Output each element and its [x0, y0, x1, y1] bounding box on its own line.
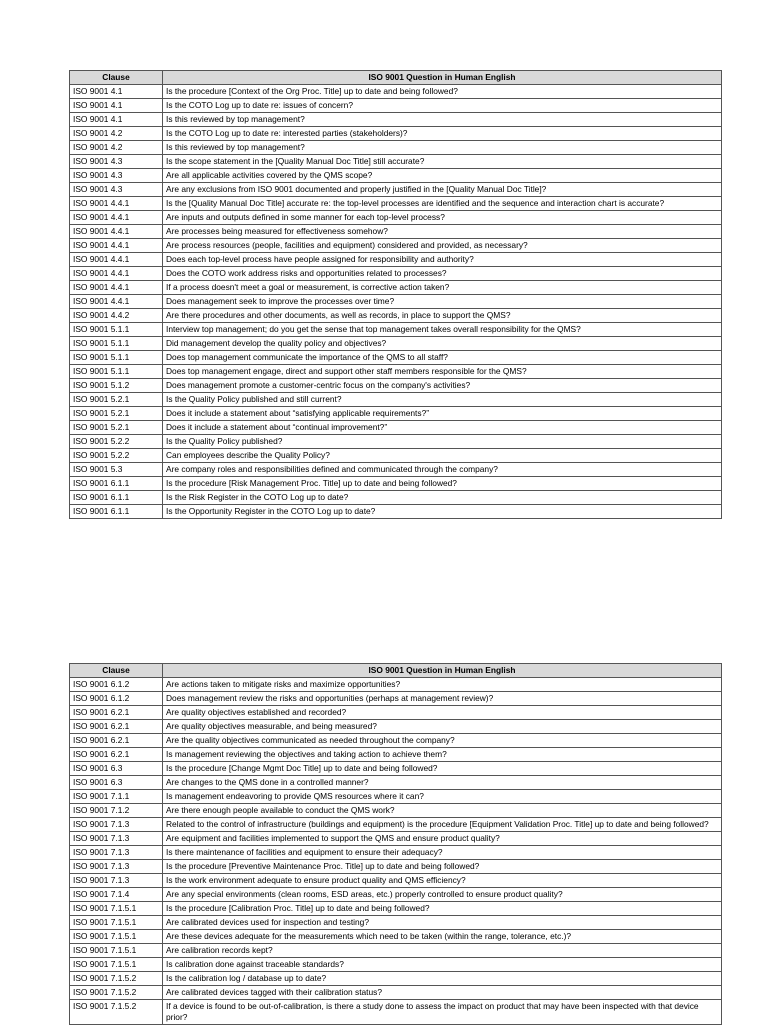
table-row — [70, 846, 722, 860]
clause-cell: ISO 9001 7.1.5.1 — [70, 958, 163, 972]
clause-cell: ISO 9001 4.1 — [70, 85, 163, 99]
clause-cell: ISO 9001 5.2.2 — [70, 449, 163, 463]
question-cell: Does management promote a customer-centric focus on the company's activities? — [163, 379, 722, 393]
table-row — [70, 734, 722, 748]
table-row — [70, 85, 722, 99]
clause-cell: ISO 9001 7.1.3 — [70, 818, 163, 832]
clause-cell: ISO 9001 4.4.1 — [70, 197, 163, 211]
clause-cell: ISO 9001 5.1.1 — [70, 337, 163, 351]
question-cell: Are these devices adequate for the measurements which need to be taken (within the range, tolerance, etc.)? — [163, 930, 722, 944]
clause-cell: ISO 9001 7.1.4 — [70, 888, 163, 902]
table-row — [70, 832, 722, 846]
table-row — [70, 902, 722, 916]
table-row — [70, 267, 722, 281]
table-row — [70, 239, 722, 253]
clause-cell: ISO 9001 4.4.1 — [70, 267, 163, 281]
question-cell: Does it include a statement about “continual improvement?” — [163, 421, 722, 435]
question-cell: Does top management communicate the importance of the QMS to all staff? — [163, 351, 722, 365]
question-cell: Does it include a statement about “satisfying applicable requirements?” — [163, 407, 722, 421]
table-row — [70, 748, 722, 762]
question-cell: Is the procedure [Risk Management Proc. Title] up to date and being followed? — [163, 477, 722, 491]
question-cell: Can employees describe the Quality Policy? — [163, 449, 722, 463]
clause-cell: ISO 9001 7.1.2 — [70, 804, 163, 818]
clause-cell: ISO 9001 4.4.1 — [70, 239, 163, 253]
question-cell: Are quality objectives measurable, and being measured? — [163, 720, 722, 734]
question-cell: Are changes to the QMS done in a controlled manner? — [163, 776, 722, 790]
clause-cell: ISO 9001 4.1 — [70, 113, 163, 127]
clause-cell: ISO 9001 4.2 — [70, 141, 163, 155]
clause-cell: ISO 9001 6.1.2 — [70, 692, 163, 706]
table-row — [70, 678, 722, 692]
question-cell: Related to the control of infrastructure (buildings and equipment) is the procedure [Equipment Validation Proc. Title] up to date and being followed? — [163, 818, 722, 832]
question-cell: Is management endeavoring to provide QMS resources where it can? — [163, 790, 722, 804]
question-column-header: ISO 9001 Question in Human English — [163, 71, 722, 85]
table-row — [70, 972, 722, 986]
clause-cell: ISO 9001 6.2.1 — [70, 734, 163, 748]
clause-cell: ISO 9001 6.1.1 — [70, 477, 163, 491]
question-cell: Is the procedure [Calibration Proc. Title] up to date and being followed? — [163, 902, 722, 916]
question-cell: Is this reviewed by top management? — [163, 141, 722, 155]
clause-cell: ISO 9001 5.1.1 — [70, 365, 163, 379]
table-row — [70, 706, 722, 720]
table-row — [70, 477, 722, 491]
table-row — [70, 127, 722, 141]
table-row — [70, 99, 722, 113]
clause-cell: ISO 9001 4.1 — [70, 99, 163, 113]
question-cell: Is the scope statement in the [Quality Manual Doc Title] still accurate? — [163, 155, 722, 169]
clause-cell: ISO 9001 5.2.1 — [70, 421, 163, 435]
clause-cell: ISO 9001 7.1.5.2 — [70, 972, 163, 986]
table-row — [70, 435, 722, 449]
table-row — [70, 874, 722, 888]
clause-cell: ISO 9001 4.3 — [70, 183, 163, 197]
table-row — [70, 804, 722, 818]
table-header-row — [70, 71, 722, 85]
table-row — [70, 720, 722, 734]
table-row — [70, 421, 722, 435]
question-cell: Is the calibration log / database up to date? — [163, 972, 722, 986]
clause-cell: ISO 9001 5.3 — [70, 463, 163, 477]
question-cell: Interview top management; do you get the sense that top management takes overall responsibility for the QMS? — [163, 323, 722, 337]
clause-cell: ISO 9001 7.1.5.1 — [70, 944, 163, 958]
question-cell: Are process resources (people, facilities and equipment) considered and provided, as necessary? — [163, 239, 722, 253]
clause-cell: ISO 9001 7.1.3 — [70, 832, 163, 846]
table-row — [70, 692, 722, 706]
question-cell: Is the work environment adequate to ensure product quality and QMS efficiency? — [163, 874, 722, 888]
question-cell: Is this reviewed by top management? — [163, 113, 722, 127]
clause-cell: ISO 9001 6.1.1 — [70, 505, 163, 519]
question-cell: If a process doesn't meet a goal or measurement, is corrective action taken? — [163, 281, 722, 295]
iso-question-table-2 — [69, 663, 722, 1025]
question-cell: Are any exclusions from ISO 9001 documented and properly justified in the [Quality Manual Doc Title]? — [163, 183, 722, 197]
clause-cell: ISO 9001 4.4.1 — [70, 295, 163, 309]
clause-cell: ISO 9001 7.1.1 — [70, 790, 163, 804]
table-row — [70, 958, 722, 972]
clause-cell: ISO 9001 5.1.2 — [70, 379, 163, 393]
clause-cell: ISO 9001 7.1.5.1 — [70, 916, 163, 930]
table-row — [70, 1000, 722, 1025]
question-cell: Is calibration done against traceable standards? — [163, 958, 722, 972]
question-cell: Is the procedure [Context of the Org Proc. Title] up to date and being followed? — [163, 85, 722, 99]
question-cell: Are processes being measured for effectiveness somehow? — [163, 225, 722, 239]
table-row — [70, 986, 722, 1000]
table-row — [70, 505, 722, 519]
question-cell: Does management seek to improve the processes over time? — [163, 295, 722, 309]
clause-cell: ISO 9001 6.2.1 — [70, 720, 163, 734]
question-cell: Are company roles and responsibilities defined and communicated through the company? — [163, 463, 722, 477]
table-row — [70, 860, 722, 874]
table-row — [70, 930, 722, 944]
clause-column-header: Clause — [70, 71, 163, 85]
table-row — [70, 113, 722, 127]
table-row — [70, 407, 722, 421]
clause-cell: ISO 9001 5.1.1 — [70, 351, 163, 365]
question-cell: Is the Quality Policy published and still current? — [163, 393, 722, 407]
clause-cell: ISO 9001 6.1.2 — [70, 678, 163, 692]
question-cell: Is the procedure [Change Mgmt Doc Title] up to date and being followed? — [163, 762, 722, 776]
table-row — [70, 818, 722, 832]
clause-cell: ISO 9001 7.1.3 — [70, 846, 163, 860]
clause-cell: ISO 9001 4.2 — [70, 127, 163, 141]
table-header-row — [70, 664, 722, 678]
table-row — [70, 944, 722, 958]
question-cell: If a device is found to be out-of-calibration, is there a study done to assess the impact on product that may have been inspected with that device prior? — [163, 1000, 722, 1025]
question-cell: Does management review the risks and opportunities (perhaps at management review)? — [163, 692, 722, 706]
question-cell: Are any special environments (clean rooms, ESD areas, etc.) properly controlled to ensure product quality? — [163, 888, 722, 902]
question-cell: Is the Risk Register in the COTO Log up to date? — [163, 491, 722, 505]
question-column-header: ISO 9001 Question in Human English — [163, 664, 722, 678]
clause-cell: ISO 9001 7.1.5.1 — [70, 930, 163, 944]
table-row — [70, 253, 722, 267]
table-row — [70, 762, 722, 776]
question-cell: Is the COTO Log up to date re: interested parties (stakeholders)? — [163, 127, 722, 141]
table-row — [70, 365, 722, 379]
clause-cell: ISO 9001 6.3 — [70, 762, 163, 776]
clause-cell: ISO 9001 5.1.1 — [70, 323, 163, 337]
question-cell: Are all applicable activities covered by the QMS scope? — [163, 169, 722, 183]
question-cell: Did management develop the quality policy and objectives? — [163, 337, 722, 351]
table-row — [70, 790, 722, 804]
question-cell: Are calibrated devices used for inspection and testing? — [163, 916, 722, 930]
clause-cell: ISO 9001 5.2.1 — [70, 393, 163, 407]
clause-cell: ISO 9001 4.4.1 — [70, 225, 163, 239]
table-row — [70, 281, 722, 295]
clause-cell: ISO 9001 4.4.1 — [70, 253, 163, 267]
table-row — [70, 211, 722, 225]
question-cell: Does each top-level process have people assigned for responsibility and authority? — [163, 253, 722, 267]
question-cell: Are there enough people available to conduct the QMS work? — [163, 804, 722, 818]
table-row — [70, 155, 722, 169]
table-row — [70, 351, 722, 365]
table-row — [70, 183, 722, 197]
table-row — [70, 225, 722, 239]
table-row — [70, 463, 722, 477]
table-body — [70, 678, 722, 1025]
clause-cell: ISO 9001 7.1.5.2 — [70, 1000, 163, 1025]
table-row — [70, 491, 722, 505]
table-row — [70, 449, 722, 463]
clause-cell: ISO 9001 6.2.1 — [70, 706, 163, 720]
table-row — [70, 169, 722, 183]
clause-cell: ISO 9001 4.3 — [70, 169, 163, 183]
clause-cell: ISO 9001 4.4.2 — [70, 309, 163, 323]
question-cell: Does top management engage, direct and support other staff members responsible for the QMS? — [163, 365, 722, 379]
clause-cell: ISO 9001 7.1.3 — [70, 874, 163, 888]
question-cell: Is there maintenance of facilities and equipment to ensure their adequacy? — [163, 846, 722, 860]
clause-cell: ISO 9001 5.2.2 — [70, 435, 163, 449]
clause-cell: ISO 9001 7.1.5.2 — [70, 986, 163, 1000]
question-cell: Is the Quality Policy published? — [163, 435, 722, 449]
question-cell: Are quality objectives established and recorded? — [163, 706, 722, 720]
question-cell: Are there procedures and other documents, as well as records, in place to support the QMS? — [163, 309, 722, 323]
clause-cell: ISO 9001 5.2.1 — [70, 407, 163, 421]
clause-cell: ISO 9001 6.3 — [70, 776, 163, 790]
question-cell: Are calibrated devices tagged with their calibration status? — [163, 986, 722, 1000]
clause-cell: ISO 9001 7.1.5.1 — [70, 902, 163, 916]
question-cell: Are the quality objectives communicated as needed throughout the company? — [163, 734, 722, 748]
question-cell: Is the [Quality Manual Doc Title] accurate re: the top-level processes are identified and the sequence and interaction chart is accurate? — [163, 197, 722, 211]
clause-column-header: Clause — [70, 664, 163, 678]
table-body — [70, 85, 722, 519]
clause-cell: ISO 9001 6.2.1 — [70, 748, 163, 762]
clause-cell: ISO 9001 4.3 — [70, 155, 163, 169]
question-cell: Are actions taken to mitigate risks and maximize opportunities? — [163, 678, 722, 692]
table-row — [70, 295, 722, 309]
question-cell: Is management reviewing the objectives and taking action to achieve them? — [163, 748, 722, 762]
question-cell: Is the COTO Log up to date re: issues of concern? — [163, 99, 722, 113]
question-cell: Is the Opportunity Register in the COTO Log up to date? — [163, 505, 722, 519]
table-row — [70, 197, 722, 211]
table-row — [70, 888, 722, 902]
clause-cell: ISO 9001 4.4.1 — [70, 281, 163, 295]
table-row — [70, 309, 722, 323]
clause-cell: ISO 9001 4.4.1 — [70, 211, 163, 225]
question-cell: Does the COTO work address risks and opportunities related to processes? — [163, 267, 722, 281]
table-row — [70, 337, 722, 351]
question-cell: Are calibration records kept? — [163, 944, 722, 958]
table-row — [70, 393, 722, 407]
table-row — [70, 916, 722, 930]
table-row — [70, 379, 722, 393]
question-cell: Are inputs and outputs defined in some manner for each top-level process? — [163, 211, 722, 225]
clause-cell: ISO 9001 7.1.3 — [70, 860, 163, 874]
table-row — [70, 141, 722, 155]
table-row — [70, 323, 722, 337]
question-cell: Is the procedure [Preventive Maintenance Proc. Title] up to date and being followed? — [163, 860, 722, 874]
question-cell: Are equipment and facilities implemented to support the QMS and ensure product quality? — [163, 832, 722, 846]
iso-question-table-1 — [69, 70, 722, 519]
clause-cell: ISO 9001 6.1.1 — [70, 491, 163, 505]
table-row — [70, 776, 722, 790]
